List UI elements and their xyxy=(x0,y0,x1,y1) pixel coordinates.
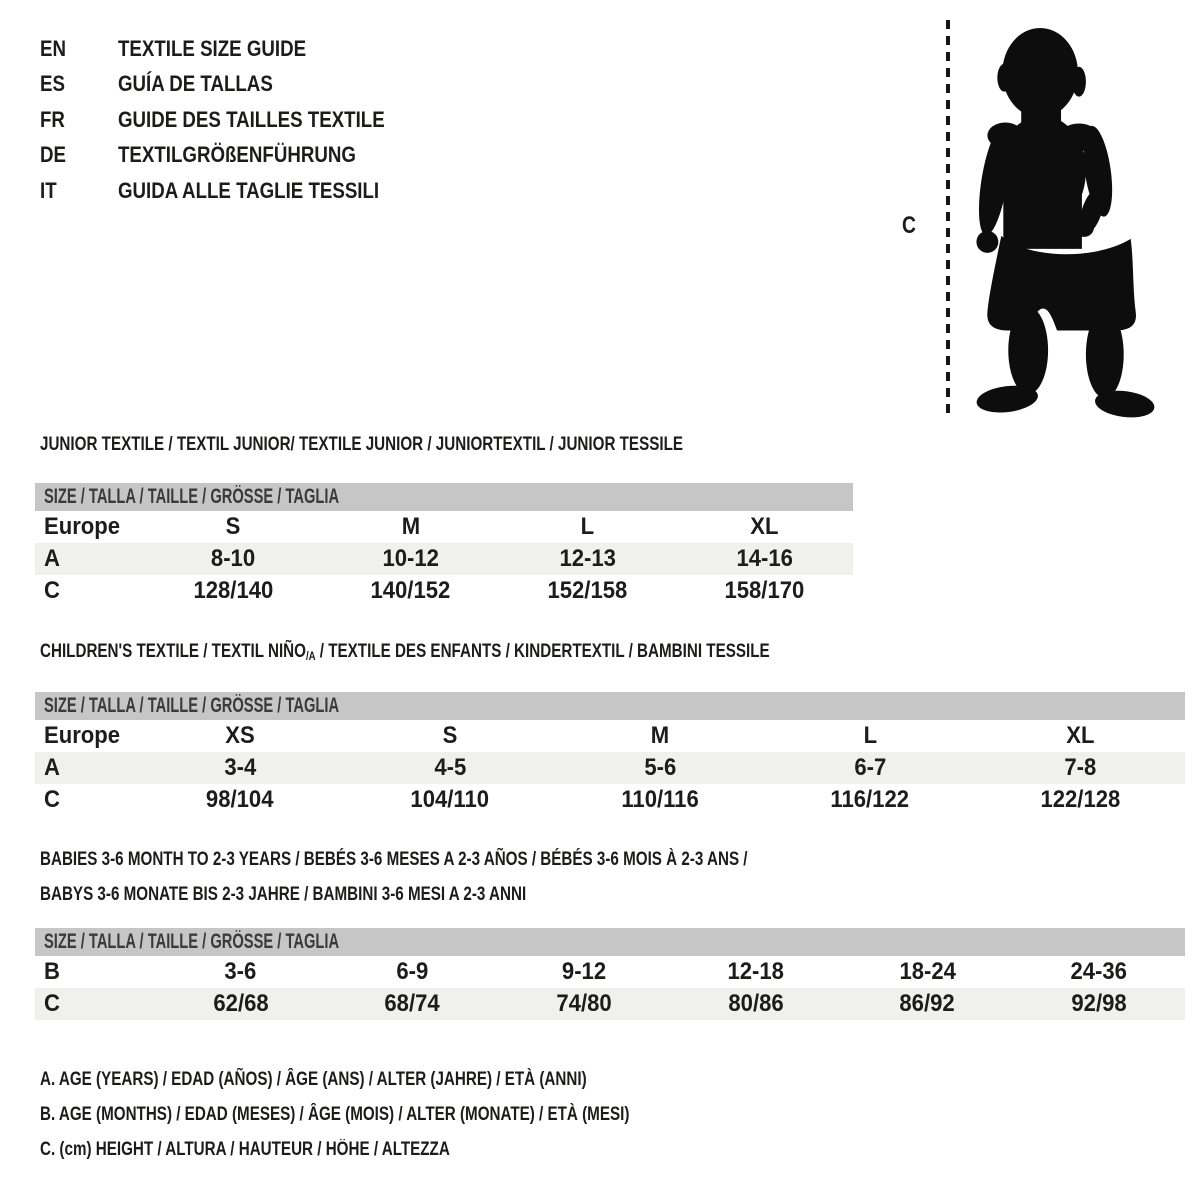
size-cell: 7-8 xyxy=(1064,754,1096,781)
babies-title-line1: BABIES 3-6 MONTH TO 2-3 YEARS / BEBÉS 3-6 MESES A 2-3 AÑOS / BÉBÉS 3-6 MOIS À 2-3 ANS / xyxy=(40,849,748,870)
babies-size-table xyxy=(35,928,1185,1020)
size-cell: 68/74 xyxy=(384,990,441,1017)
language-code: ES xyxy=(40,71,65,97)
size-cell: 10-12 xyxy=(382,545,439,572)
language-title: GUIDE DES TAILLES TEXTILE xyxy=(118,106,385,132)
table-row xyxy=(35,988,1185,1020)
children-title-sub: /A xyxy=(305,649,316,663)
language-title: TEXTILGRÖßENFÜHRUNG xyxy=(118,142,356,168)
size-cell: 110/116 xyxy=(621,786,699,813)
row-label: A xyxy=(44,754,60,781)
size-cell: 12-13 xyxy=(559,545,616,572)
legend-age-months: B. AGE (MONTHS) / EDAD (MESES) / ÂGE (MOIS) / ALTER (MONATE) / ETÀ (MESI) xyxy=(40,1104,630,1125)
size-cell: 122/128 xyxy=(1040,786,1120,813)
size-table-header: SIZE / TALLA / TAILLE / GRÖSSE / TAGLIA xyxy=(35,483,853,511)
language-row-de xyxy=(40,138,432,174)
size-cell: 9-12 xyxy=(562,958,607,985)
size-cell: 62/68 xyxy=(213,990,269,1017)
size-cell: 80/86 xyxy=(728,990,784,1017)
babies-title-line2: BABYS 3-6 MONATE BIS 2-3 JAHRE / BAMBINI 3-6 MESI A 2-3 ANNI xyxy=(40,884,527,905)
table-row xyxy=(35,575,853,607)
size-cell: 4-5 xyxy=(434,754,466,781)
size-cell: 24-36 xyxy=(1070,958,1128,985)
size-cell: 3-4 xyxy=(224,754,256,781)
language-row-es xyxy=(40,67,432,103)
row-label: C xyxy=(44,786,60,813)
size-cell: 74/80 xyxy=(556,990,612,1017)
row-label: A xyxy=(44,545,60,572)
language-code: EN xyxy=(40,35,66,61)
children-section-title xyxy=(40,634,952,674)
size-cell: S xyxy=(442,722,458,749)
children-title-suffix: / TEXTILE DES ENFANTS / KINDERTEXTIL / BAMBINI TESSILE xyxy=(315,641,770,662)
row-label: Europe xyxy=(44,513,121,540)
language-code: FR xyxy=(40,106,65,132)
table-row xyxy=(35,956,1185,988)
language-row-it xyxy=(40,173,432,209)
size-cell: 6-7 xyxy=(854,754,886,781)
size-cell: S xyxy=(226,513,241,540)
language-list xyxy=(40,31,432,209)
table-row xyxy=(35,511,853,543)
size-cell: M xyxy=(650,722,670,749)
size-cell: 12-18 xyxy=(727,958,785,985)
row-label: C xyxy=(44,577,60,604)
size-cell: 140/152 xyxy=(370,577,451,604)
size-cell: XL xyxy=(750,513,779,540)
row-label: B xyxy=(44,958,60,985)
language-row-en xyxy=(40,31,432,67)
table-row xyxy=(35,784,1185,816)
height-measure-dashed-line xyxy=(946,20,950,418)
size-cell: 14-16 xyxy=(736,545,793,572)
size-cell: 5-6 xyxy=(644,754,676,781)
size-cell: 104/110 xyxy=(410,786,490,813)
size-cell: 18-24 xyxy=(899,958,956,985)
size-cell: XS xyxy=(225,722,255,749)
size-cell: 152/158 xyxy=(547,577,628,604)
size-cell: 6-9 xyxy=(396,958,429,985)
row-label: Europe xyxy=(44,722,121,749)
language-title: TEXTILE SIZE GUIDE xyxy=(118,35,307,61)
size-cell: 158/170 xyxy=(724,577,805,604)
size-cell: 98/104 xyxy=(206,786,274,813)
table-row xyxy=(35,720,1185,752)
junior-size-table xyxy=(35,483,853,607)
babies-section-title xyxy=(40,842,924,912)
language-code: IT xyxy=(40,177,57,203)
language-title: GUIDA ALLE TAGLIE TESSILI xyxy=(118,177,380,203)
legend-age-years: A. AGE (YEARS) / EDAD (AÑOS) / ÂGE (ANS) / ALTER (JAHRE) / ETÀ (ANNI) xyxy=(40,1069,587,1090)
legend-height-cm: C. (cm) HEIGHT / ALTURA / HAUTEUR / HÖHE / ALTEZZA xyxy=(40,1139,450,1160)
size-cell: XL xyxy=(1065,722,1095,749)
size-cell: 86/92 xyxy=(899,990,956,1017)
size-cell: M xyxy=(401,513,420,540)
size-cell: 92/98 xyxy=(1071,990,1127,1017)
size-cell: L xyxy=(580,513,595,540)
size-cell: L xyxy=(863,722,877,749)
size-table-header: SIZE / TALLA / TAILLE / GRÖSSE / TAGLIA xyxy=(35,692,1185,720)
size-cell: 3-6 xyxy=(224,958,257,985)
language-code: DE xyxy=(40,142,66,168)
table-row xyxy=(35,543,853,575)
height-measure-label: C xyxy=(902,212,916,239)
toddler-silhouette xyxy=(965,22,1165,420)
size-cell: 8-10 xyxy=(211,545,256,572)
children-title-prefix: CHILDREN'S TEXTILE / TEXTIL NIÑO xyxy=(40,641,306,662)
measure-legend xyxy=(40,1062,777,1167)
children-size-table xyxy=(35,692,1185,816)
size-cell: 128/140 xyxy=(193,577,274,604)
junior-section-title: JUNIOR TEXTILE / TEXTIL JUNIOR/ TEXTILE JUNIOR / JUNIORTEXTIL / JUNIOR TESSILE xyxy=(40,434,683,455)
size-table-header: SIZE / TALLA / TAILLE / GRÖSSE / TAGLIA xyxy=(35,928,1185,956)
table-row xyxy=(35,752,1185,784)
row-label: C xyxy=(44,990,60,1017)
language-row-fr xyxy=(40,102,432,138)
language-title: GUÍA DE TALLAS xyxy=(118,71,273,97)
size-cell: 116/122 xyxy=(830,786,910,813)
